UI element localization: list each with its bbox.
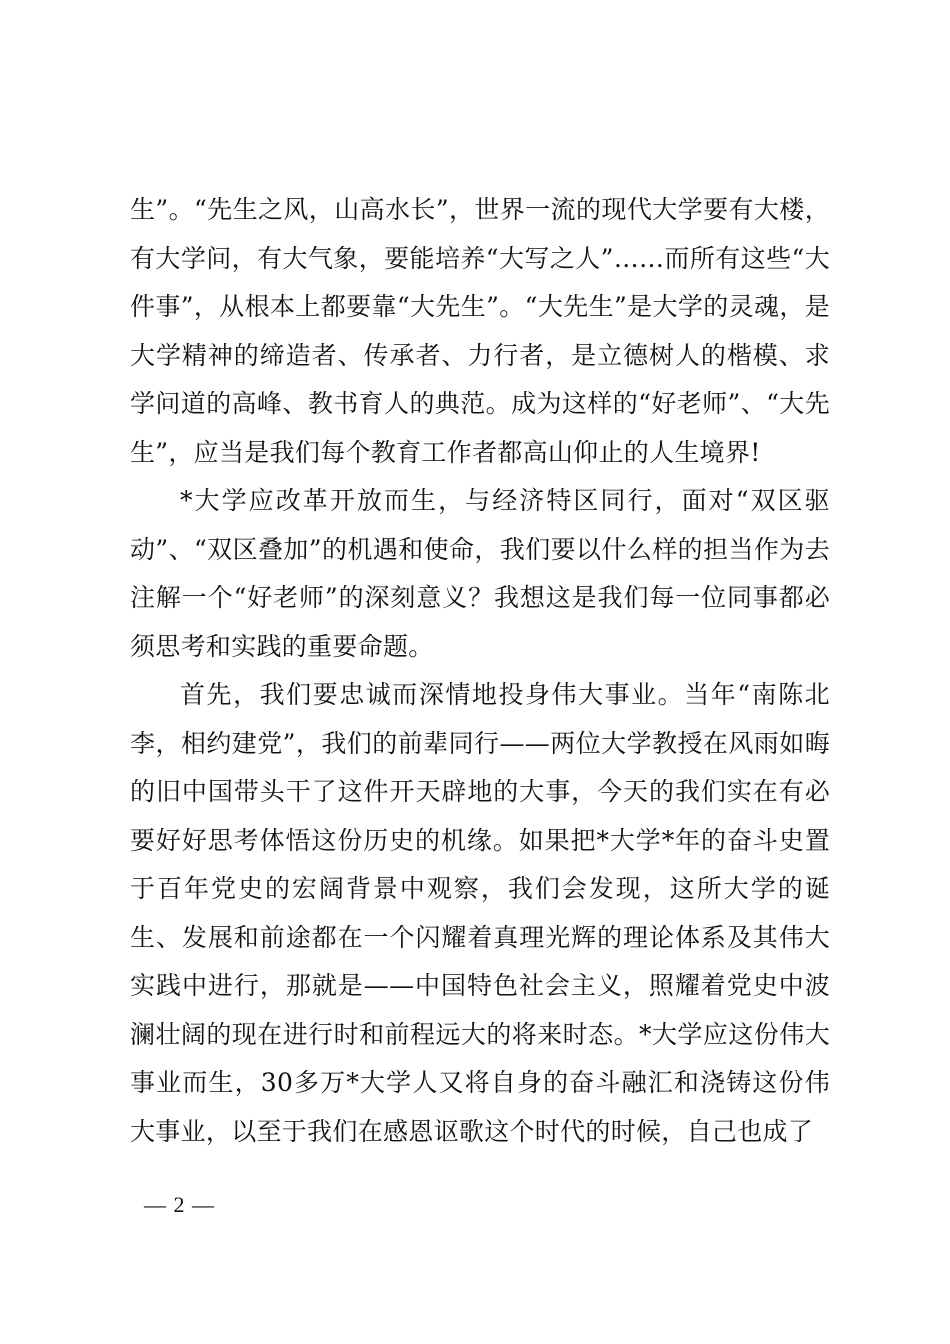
page-number: — 2 — xyxy=(144,1192,215,1217)
paragraph-reform-opening: *大学应改革开放而生，与经济特区同行，面对“双区驱动”、“双区叠加”的机遇和使命，我们要以什么样的担当作为去注解一个“好老师”的深刻意义？我想这是我们每一位同事都必须思考和实践的重要命题。 xyxy=(130,486,830,661)
paragraph-great-cause: 首先，我们要忠诚而深情地投身伟大事业。当年“南陈北李，相约建党”，我们的前辈同行——两位大学教授在风雨如晦的旧中国带头干了这件开天辟地的大事，今天的我们实在有必要好好思考体悟这份历史的机缘。如果把*大学*年的奋斗史置于百年党史的宏阔背景中观察，我们会发现，这所大学的诞生、发展和前途都在一个闪耀着真理光辉的理论体系及其伟大实践中进行，那就是——中国特色社会主义，照耀着党史中波澜壮阔的现在进行时和前程远大的将来时态。*大学应这份伟大事业而生，30多万*大学人又将自身的奋斗融汇和浇铸这份伟大事业，以至于我们在感恩讴歌这个时代的时候，自己也成了 xyxy=(130,680,830,1146)
paragraph-continuation: 生”。“先生之风，山高水长”，世界一流的现代大学要有大楼，有大学问，有大气象，要能培养“大写之人”……而所有这些“大件事”，从根本上都要靠“大先生”。“大先生”是大学的灵魂，是大学精神的缔造者、传承者、力行者，是立德树人的楷模、求学问道的高峰、教书育人的典范。成为这样的“好老师”、“大先生”，应当是我们每个教育工作者都高山仰止的人生境界! xyxy=(130,195,830,467)
body-text xyxy=(130,186,830,1156)
